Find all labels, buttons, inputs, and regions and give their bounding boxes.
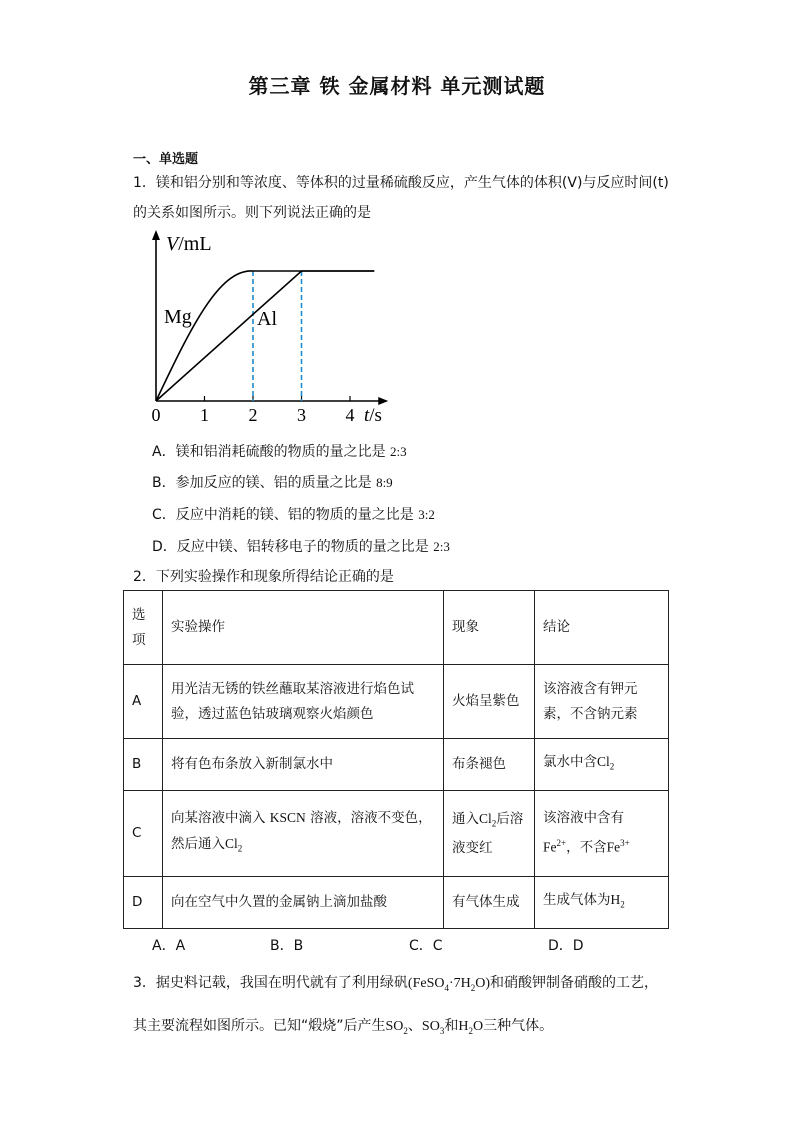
q3-line1-mid: 和硝酸钾制备硝酸的工艺， xyxy=(490,975,659,991)
row-c-phen-formula-sub: 2 xyxy=(491,818,497,829)
row-c-phen-pre: 通入 xyxy=(452,810,479,827)
row-b-conclusion xyxy=(535,739,669,791)
header-conclusion: 结论 xyxy=(535,591,669,665)
page-title: 第三章 铁 金属材料 单元测试题 xyxy=(248,74,546,98)
row-b-operation: 将有色布条放入新制氯水中 xyxy=(163,739,444,791)
x-axis-arrow xyxy=(378,397,388,405)
row-c-concl-mid: ，不含 xyxy=(566,839,607,856)
row-c-phen-formula: Cl xyxy=(479,810,492,826)
q3-gas3-sub: 2 xyxy=(468,1025,473,1036)
q3-stem-line1 xyxy=(133,972,658,993)
header-phenomenon: 现象 xyxy=(444,591,535,665)
row-c-ion2: Fe xyxy=(606,839,621,855)
q1-option-d-value: 2:3 xyxy=(433,539,450,554)
q3-stem-line2 xyxy=(133,1015,553,1036)
row-c-phenomenon xyxy=(444,791,535,877)
table-header-row xyxy=(124,591,669,665)
row-c-operation xyxy=(163,791,444,877)
row-c-ion2-charge: 3+ xyxy=(620,838,630,849)
table-row xyxy=(124,791,669,877)
row-c-concl-pre: 该溶液中含有 xyxy=(543,810,624,827)
row-c-ion1-charge: 2+ xyxy=(556,838,567,849)
q3-gas3b: O xyxy=(472,1019,484,1034)
row-d-conclusion-text: 生成气体为 xyxy=(543,892,611,909)
row-d-formula-sub: 2 xyxy=(620,899,625,910)
q2-table xyxy=(123,590,669,929)
q3-formula-c: O) xyxy=(475,976,491,991)
q1-option-a-value: 2:3 xyxy=(390,444,407,459)
q2-stem: 2．下列实验操作和现象所得结论正确的是 xyxy=(133,569,394,585)
q1-option-a-text: A．镁和铝消耗硫酸的物质的量之比是 xyxy=(152,444,386,460)
series-label-mg: Mg xyxy=(164,306,192,328)
y-axis-arrow xyxy=(152,230,160,240)
row-b-formula: Cl xyxy=(597,754,610,770)
row-d-formula: H xyxy=(610,892,621,908)
row-a-option: A xyxy=(124,665,163,739)
vt-chart xyxy=(140,226,400,426)
row-b-option: B xyxy=(124,739,163,791)
q1-option-b-value: 8:9 xyxy=(376,475,393,490)
q1-option-c[interactable] xyxy=(152,504,435,524)
q3-line1-pre: 3．据史料记载，我国在明代就有了利用绿矾 xyxy=(133,975,408,991)
q3-formula-a-sub: 4 xyxy=(444,982,449,993)
q1-option-b[interactable] xyxy=(152,472,393,492)
row-a-operation: 用光洁无锈的铁丝蘸取某溶液进行焰色试验，透过蓝色钴玻璃观察火焰颜色 xyxy=(163,665,444,739)
series-label-al: Al xyxy=(257,308,277,330)
q2-answer-row xyxy=(152,935,584,955)
q2-answer-b[interactable]: B．B xyxy=(270,938,304,954)
q3-formula-b: ·7H xyxy=(448,976,471,991)
table-row xyxy=(124,739,669,791)
q3-and: 和 xyxy=(444,1018,459,1034)
section-heading: 一、单选题 xyxy=(133,152,199,167)
q3-gas2-sub: 3 xyxy=(439,1025,445,1036)
row-c-op-pre: 向某溶液中滴入 xyxy=(171,810,266,827)
row-c-op-formula-sub: 2 xyxy=(237,843,243,854)
q3-line2-pre: 其主要流程如图所示。已知“煅烧”后产生 xyxy=(133,1018,386,1034)
row-c-op-formula: Cl xyxy=(225,836,238,852)
x-tick-label: 1 xyxy=(200,405,209,425)
row-c-option: C xyxy=(124,791,163,877)
q3-gas1-sub: 2 xyxy=(403,1025,408,1036)
header-operation: 实验操作 xyxy=(163,591,444,665)
row-d-conclusion xyxy=(535,877,669,929)
x-tick-label: 2 xyxy=(248,405,258,425)
row-d-operation: 向在空气中久置的金属钠上滴加盐酸 xyxy=(163,877,444,929)
y-axis-label: V/mL xyxy=(166,233,212,255)
q3-sep1: 、 xyxy=(407,1018,422,1034)
q1-option-c-value: 3:2 xyxy=(418,507,435,522)
q2-answer-c[interactable]: C．C xyxy=(409,938,443,954)
row-b-phenomenon: 布条褪色 xyxy=(444,739,535,791)
x-axis-label: t/s xyxy=(364,405,382,426)
row-d-option: D xyxy=(124,877,163,929)
row-d-phenomenon: 有气体生成 xyxy=(444,877,535,929)
q1-stem-line1: 1．镁和铝分别和等浓度、等体积的过量稀硫酸反应，产生气体的体积(V)与反应时间(t) xyxy=(133,175,669,191)
row-c-op-mid: 溶液，溶液不变色，然后通入 xyxy=(171,810,432,853)
x-tick-label: 4 xyxy=(345,405,355,425)
q3-gas3a: H xyxy=(458,1019,469,1034)
q3-gas1: SO xyxy=(385,1019,404,1034)
row-c-ion1: Fe xyxy=(543,839,557,855)
row-c-reagent: KSCN xyxy=(269,810,306,826)
q3-gas2: SO xyxy=(421,1019,440,1034)
row-b-formula-sub: 2 xyxy=(609,761,615,772)
q1-option-a[interactable] xyxy=(152,441,407,461)
q1-option-b-text: B．参加反应的镁、铝的质量之比是 xyxy=(152,475,372,491)
x-tick-label: 0 xyxy=(151,405,161,425)
row-a-phenomenon: 火焰呈紫色 xyxy=(444,665,535,739)
x-tick-label: 3 xyxy=(297,405,306,425)
table-row xyxy=(124,665,669,739)
q2-answer-d[interactable]: D．D xyxy=(548,938,584,954)
row-b-conclusion-text: 氯水中含 xyxy=(543,754,597,771)
row-c-phen-post: 后溶液变红 xyxy=(452,810,524,857)
q1-option-d[interactable] xyxy=(152,536,450,556)
row-c-conclusion xyxy=(535,791,669,877)
q3-formula-a: (FeSO xyxy=(407,976,445,991)
q1-stem-line2: 的关系如图所示。则下列说法正确的是 xyxy=(133,205,371,221)
q3-formula-b-sub: 2 xyxy=(470,982,476,993)
table-row xyxy=(124,877,669,929)
header-option: 选项 xyxy=(124,591,163,665)
series-line-mg xyxy=(156,271,374,401)
q2-answer-a[interactable]: A．A xyxy=(152,938,186,954)
q3-line2-post: 三种气体。 xyxy=(483,1018,554,1034)
row-a-conclusion: 该溶液含有钾元素，不含钠元素 xyxy=(535,665,669,739)
q1-option-c-text: C．反应中消耗的镁、铝的物质的量之比是 xyxy=(152,507,414,523)
q1-option-d-text: D．反应中镁、铝转移电子的物质的量之比是 xyxy=(152,539,429,555)
